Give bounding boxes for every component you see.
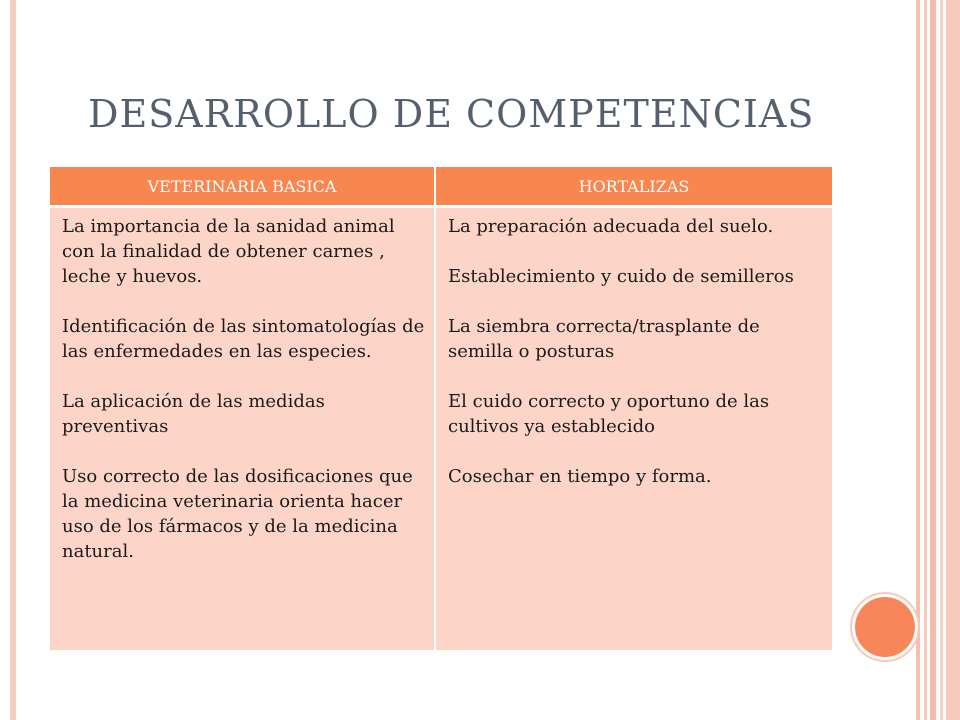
stripe <box>946 0 960 720</box>
paragraph: La siembra correcta/trasplante de semilla o posturas <box>448 316 760 362</box>
paragraph: Identificación de las sintomatologías de las enfermedades en las especies. <box>62 316 425 362</box>
stripe <box>916 0 920 720</box>
paragraph: Establecimiento y cuido de semilleros <box>448 266 794 287</box>
paragraph: El cuido correcto y oportuno de las cultivos ya establecido <box>448 391 770 437</box>
paragraph: Uso correcto de las dosificaciones que la medicina veterinaria orienta hacer uso de los fármacos y de la medicina natural. <box>62 466 413 562</box>
stripe <box>930 0 936 720</box>
competencies-table <box>50 167 832 650</box>
table-header-row <box>50 167 832 207</box>
hortalizas-cell <box>435 207 832 651</box>
paragraph: Cosechar en tiempo y forma. <box>448 466 712 487</box>
paragraph: La aplicación de las medidas preventivas <box>62 391 325 437</box>
right-decorative-stripes <box>916 0 960 720</box>
column-header-hortalizas: HORTALIZAS <box>435 167 832 207</box>
slide-title: DESARROLLO DE COMPETENCIAS <box>88 92 815 136</box>
stripe <box>940 0 943 720</box>
paragraph: La preparación adecuada del suelo. <box>448 216 774 237</box>
stripe <box>924 0 927 720</box>
veterinaria-cell <box>50 207 435 651</box>
column-header-veterinaria: VETERINARIA BASICA <box>50 167 435 207</box>
paragraph: La importancia de la sanidad animal con la finalidad de obtener carnes , leche y huevos. <box>62 216 395 287</box>
left-border-stripe <box>10 0 16 720</box>
table-row <box>50 207 832 651</box>
decorative-circle <box>855 597 915 657</box>
